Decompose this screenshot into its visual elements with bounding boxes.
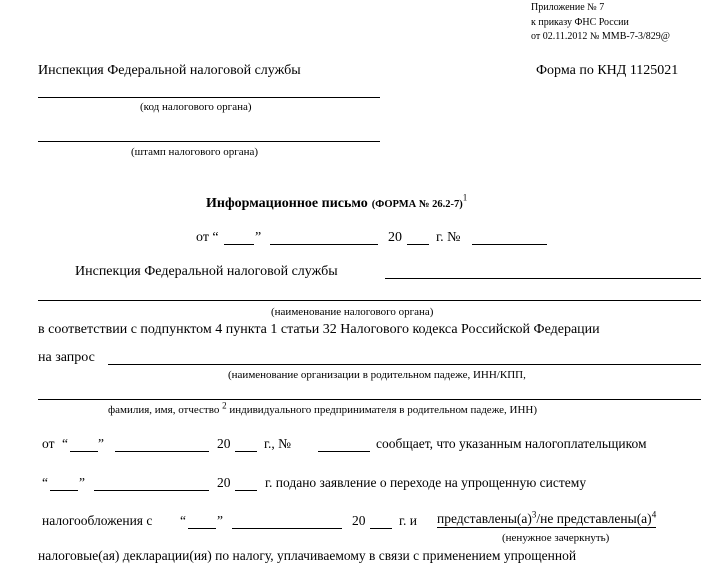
row2-year: 20 <box>217 475 231 490</box>
row1-day-field[interactable] <box>70 451 98 452</box>
row1-g-number: г., № <box>264 436 292 451</box>
request-org-caption: (наименование организации в родительном падеже, ИНН/КПП, <box>228 369 526 381</box>
row2-month-field[interactable] <box>94 490 209 491</box>
date-day-field[interactable] <box>224 244 254 245</box>
row2-quote-open: “ <box>42 475 48 490</box>
fio-caption-end: индивидуального предпринимателя в родительном падеже, ИНН) <box>229 404 538 416</box>
inspection-header: Инспекция Федеральной налоговой службы <box>38 63 301 78</box>
row1-year-field[interactable] <box>235 451 257 452</box>
inspection-name-field-2[interactable] <box>38 300 701 301</box>
unneeded-caption: (ненужное зачеркнуть) <box>502 532 610 544</box>
presented-option[interactable] <box>437 511 656 528</box>
title-footnote: 1 <box>462 192 468 203</box>
tax-office-stamp-caption: (штамп налогового органа) <box>131 146 259 158</box>
row2-year-field[interactable] <box>235 490 257 491</box>
inspection-name-caption: (наименование налогового органа) <box>271 306 434 318</box>
accordance-text: в соответствии с подпунктом 4 пункта 1 статьи 32 Налогового кодекса Российской Федерации <box>38 322 600 337</box>
row3-day-field[interactable] <box>188 528 216 529</box>
row1-quote-open: “ <box>62 436 68 451</box>
letter-number-field[interactable] <box>472 244 547 245</box>
row1-month-field[interactable] <box>115 451 209 452</box>
fio-footnote: 2 <box>222 400 227 411</box>
request-label: на запрос <box>38 350 95 365</box>
date-g-number: г. № <box>436 230 461 245</box>
appendix-line-2: к приказу ФНС России <box>531 17 629 28</box>
title-main: Информационное письмо <box>206 196 368 211</box>
tax-office-code-line <box>38 97 380 98</box>
inspection-label: Инспекция Федеральной налоговой службы <box>75 264 338 279</box>
date-year-prefix: 20 <box>388 230 402 245</box>
appendix-line-1: Приложение № 7 <box>531 2 605 13</box>
presented-text: представлены(а) <box>437 511 532 526</box>
inspection-name-field[interactable] <box>385 278 701 279</box>
title-form-number: (ФОРМА № 26.2-7) <box>371 199 463 210</box>
row3-year: 20 <box>352 513 366 528</box>
row3-quote-close: ” <box>217 513 223 528</box>
row1-year: 20 <box>217 436 231 451</box>
tax-office-code-caption: (код налогового органа) <box>140 101 252 113</box>
row1-quote-close: ” <box>98 436 104 451</box>
date-month-field[interactable] <box>270 244 378 245</box>
row1-tail: сообщает, что указанным налогоплательщиком <box>376 436 647 451</box>
row2-tail: г. подано заявление о переходе на упрощенную систему <box>265 475 587 490</box>
row1-from: от <box>42 436 55 451</box>
fio-caption <box>108 400 538 416</box>
tax-office-stamp-line <box>38 141 380 142</box>
row4-partial: налоговые(ая) декларации(ия) по налогу, уплачиваемому в связи с применением упрощенной <box>38 548 577 563</box>
row3-quote-open: “ <box>180 513 186 528</box>
not-presented-text: /не представлены(а) <box>536 511 652 526</box>
row3-g-and: г. и <box>399 513 417 528</box>
row1-number-field[interactable] <box>318 451 370 452</box>
document-title <box>206 194 467 212</box>
appendix-line-3: от 02.11.2012 № ММВ-7-3/829@ <box>531 31 671 42</box>
request-org-field-2[interactable] <box>38 399 701 400</box>
date-close-quote: ” <box>255 230 262 245</box>
form-code: Форма по КНД 1125021 <box>536 63 679 78</box>
date-from: от “ <box>196 230 219 245</box>
request-org-field[interactable] <box>108 364 701 365</box>
presented-footnote: 3 <box>531 509 537 520</box>
row3-month-field[interactable] <box>232 528 342 529</box>
fio-caption-start: фамилия, имя, отчество <box>108 404 220 416</box>
row2-quote-close: ” <box>79 475 85 490</box>
row3-year-field[interactable] <box>370 528 392 529</box>
row2-day-field[interactable] <box>50 490 78 491</box>
row3-start: налогообложения с <box>42 513 153 528</box>
date-year-field[interactable] <box>407 244 429 245</box>
not-presented-footnote: 4 <box>651 509 657 520</box>
